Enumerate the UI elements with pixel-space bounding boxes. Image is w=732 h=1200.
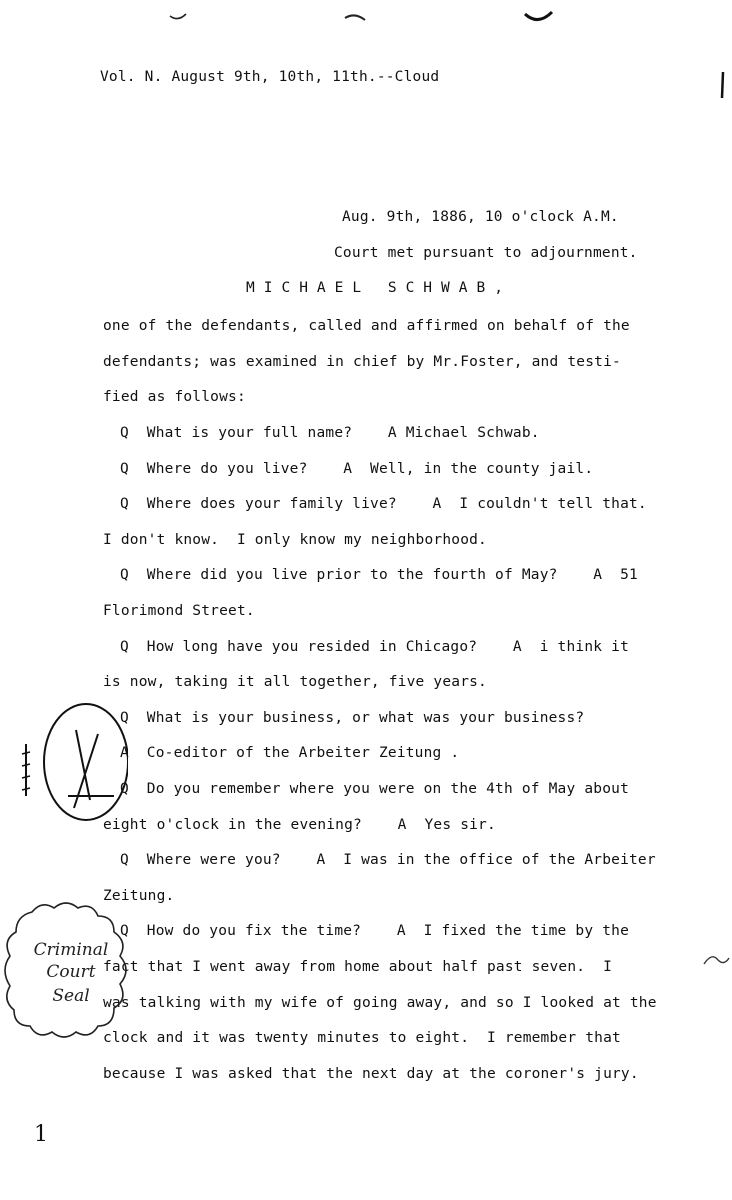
court-convened-line: Court met pursuant to adjournment.: [334, 245, 638, 261]
volume-header: Vol. N. August 9th, 10th, 11th.--Cloud: [100, 69, 440, 85]
criminal-court-seal: [2, 898, 134, 1043]
stamp-mark-icon: [18, 700, 128, 825]
testimony-line: A Co-editor of the Arbeiter Zeitung .: [120, 745, 460, 761]
intro-line: fied as follows:: [103, 389, 246, 405]
page-number: 1: [34, 1122, 48, 1147]
seal-word-2: Court: [46, 962, 96, 982]
testimony-line: I don't know. I only know my neighborhood.: [103, 532, 487, 548]
testimony-line: Q How do you fix the time? A I fixed the time by the: [120, 923, 629, 939]
seal-word-1: Criminal: [33, 940, 109, 960]
testimony-line: Q Where were you? A I was in the office of the Arbeiter: [120, 852, 656, 868]
scan-mark-top: [160, 8, 580, 32]
intro-line: one of the defendants, called and affirmed on behalf of the: [103, 318, 630, 334]
intro-line: defendants; was examined in chief by Mr.Foster, and testi-: [103, 354, 621, 370]
testimony-line: Q Where do you live? A Well, in the county jail.: [120, 461, 594, 477]
testimony-line: Zeitung.: [103, 888, 175, 904]
testimony-line: clock and it was twenty minutes to eight. I remember that: [103, 1030, 621, 1046]
testimony-line: Q Where did you live prior to the fourth of May? A 51: [120, 567, 638, 583]
testimony-line: Q What is your full name? A Michael Schwab.: [120, 425, 540, 441]
testimony-line: Florimond Street.: [103, 603, 255, 619]
testimony-line: because I was asked that the next day at the coroner's jury.: [103, 1066, 639, 1082]
testimony-line: Q How long have you resided in Chicago? A i think it: [120, 639, 629, 655]
testimony-line: Q Do you remember where you were on the 4th of May about: [120, 781, 629, 797]
testimony-line: fact that I went away from home about half past seven. I: [103, 959, 612, 975]
testimony-line: eight o'clock in the evening? A Yes sir.: [103, 817, 496, 833]
scan-mark-right-tilde: [702, 950, 730, 970]
testimony-line: Q Where does your family live? A I couldn't tell that.: [120, 496, 647, 512]
seal-word-3: Seal: [52, 986, 90, 1006]
scan-mark-right-edge: [718, 70, 728, 100]
testimony-line: Q What is your business, or what was your business?: [120, 710, 585, 726]
session-date: Aug. 9th, 1886, 10 o'clock A.M.: [342, 209, 619, 225]
testimony-line: was talking with my wife of going away, and so I looked at the: [103, 995, 657, 1011]
witness-name: MICHAEL SCHWAB,: [246, 280, 512, 296]
testimony-line: is now, taking it all together, five years.: [103, 674, 487, 690]
